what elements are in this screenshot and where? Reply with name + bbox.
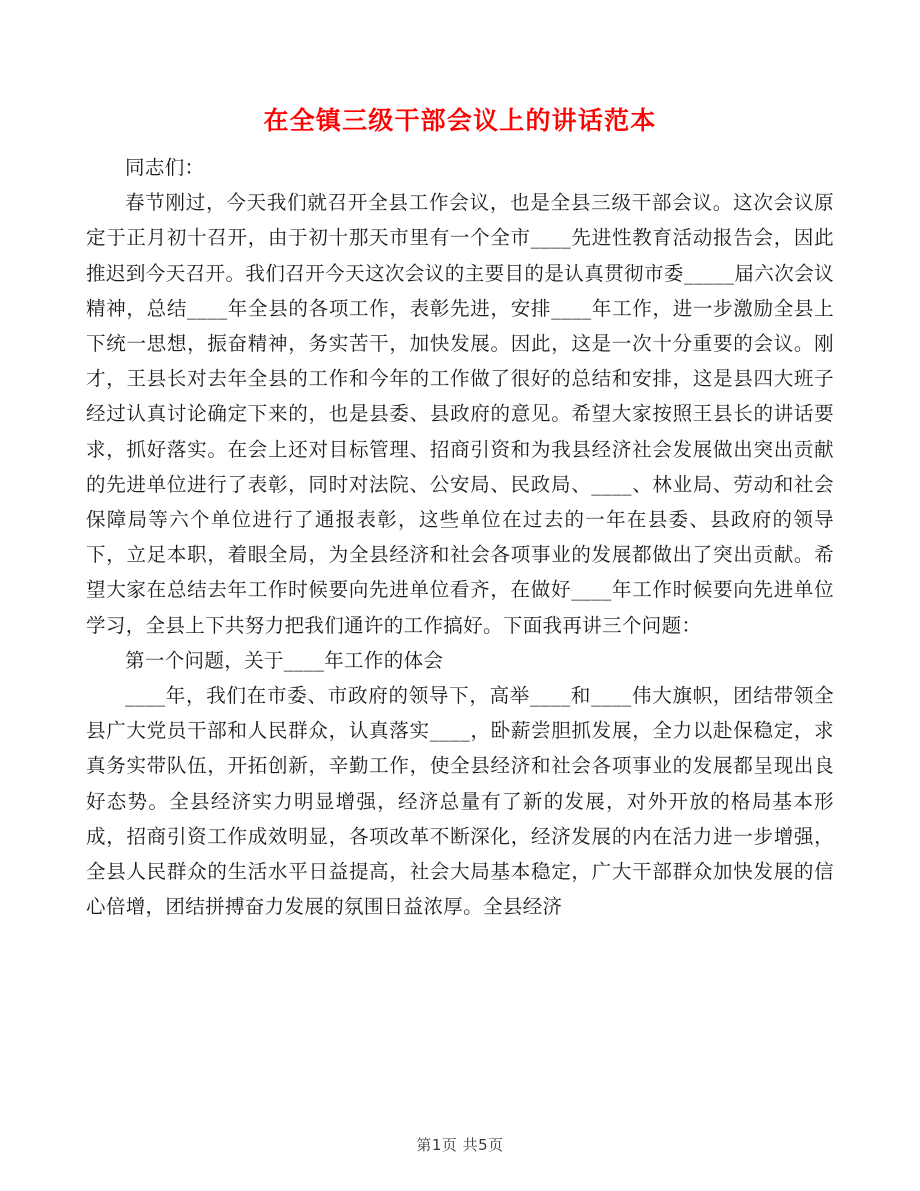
page-footer	[0, 1134, 920, 1155]
salutation-paragraph: 同志们：	[125, 156, 205, 179]
paragraph-3: ____年，我们在市委、市政府的领导下，高举____和____伟大旗帜，团结带领全县广大党员干部和人民群众，认真落实____，卧薪尝胆抓发展，全力以赴保稳定，求真务实带队伍，开拓创新，辛勤工作，使全县经济和社会各项事业的发展都呈现出良好态势。全县经济实力明显增强，经济总量有了新的发展，对外开放的格局基本形成，招商引资工作成效明显，各项改革不断深化，经济发展的内在活力进一步增强，全县人民群众的生活水平日益提高，社会大局基本稳定，广大干部群众加快发展的信心倍增，团结拼搏奋力发展的氛围日益浓厚。全县经济	[86, 684, 834, 919]
page-title: 在全镇三级干部会议上的讲话范本	[263, 106, 657, 135]
footer-page-indicator: 第1页 共5页	[416, 1136, 504, 1154]
paragraph-1: 春节刚过，今天我们就召开全县工作会议，也是全县三级干部会议。这次会议原定于正月初十召开，由于初十那天市里有一个全市____先进性教育活动报告会，因此推迟到今天召开。我们召开今天这次会议的主要目的是认真贯彻市委_____届六次会议精神，总结____年全县的各项工作，表彰先进，安排____年工作，进一步激励全县上下统一思想，振奋精神，务实苦干，加快发展。因此，这是一次十分重要的会议。刚才，王县长对去年全县的工作和今年的工作做了很好的总结和安排，这是县四大班子经过认真讨论确定下来的，也是县委、县政府的意见。希望大家按照王县长的讲话要求，抓好落实。在会上还对目标管理、招商引资和为我县经济社会发展做出突出贡献的先进单位进行了表彰，同时对法院、公安局、民政局、____、林业局、劳动和社会保障局等六个单位进行了通报表彰，这些单位在过去的一年在县委、县政府的领导下，立足本职，着眼全局，为全县经济和社会各项事业的发展都做出了突出贡献。希望大家在总结去年工作时候要向先进单位看齐，在做好____年工作时候要向先进单位学习，全县上下共努力把我们通许的工作搞好。下面我再讲三个问题：	[86, 191, 834, 637]
document-body	[86, 150, 834, 924]
paragraph-2-heading: 第一个问题，关于____年工作的体会	[125, 648, 444, 672]
